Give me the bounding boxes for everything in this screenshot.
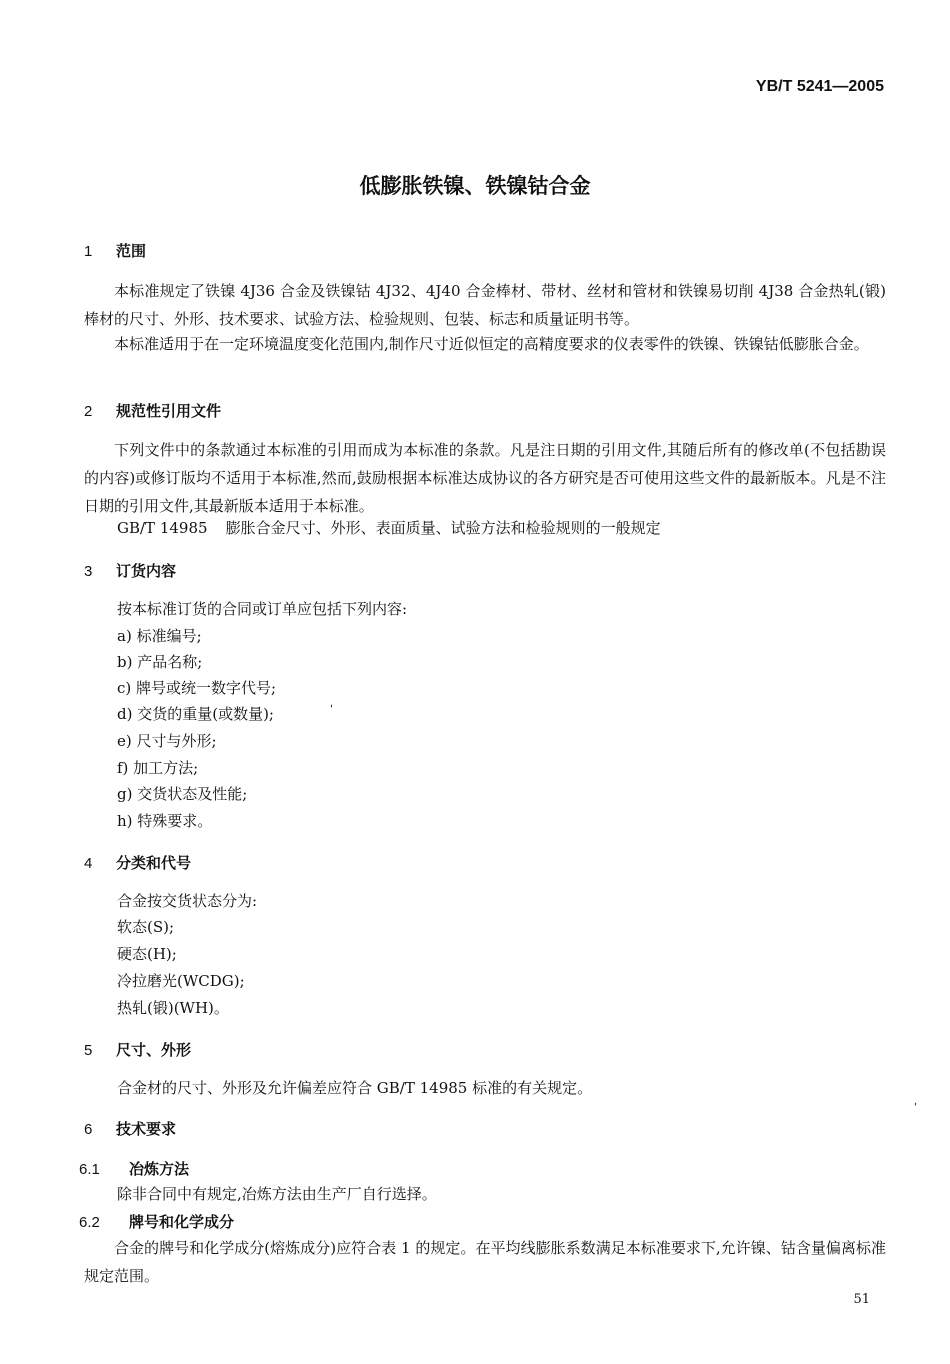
list-item: h) 特殊要求。 xyxy=(117,812,213,830)
section-4-heading xyxy=(84,852,191,873)
list-item: b) 产品名称; xyxy=(117,653,203,671)
section-number: 4 xyxy=(84,855,93,872)
reference-title: 膨胀合金尺寸、外形、表面质量、试验方法和检验规则的一般规定 xyxy=(225,519,661,537)
section-title: 尺寸、外形 xyxy=(116,1041,192,1059)
subsection-number: 6.2 xyxy=(79,1214,100,1231)
section-title: 订货内容 xyxy=(116,562,177,580)
scan-mark: ʹ xyxy=(330,704,334,717)
subsection-number: 6.1 xyxy=(79,1161,100,1178)
list-item: c) 牌号或统一数字代号; xyxy=(117,679,277,697)
list-item: 热轧(锻)(WH)。 xyxy=(117,999,229,1017)
document-title: 低膨胀铁镍、铁镍钴合金 xyxy=(359,174,591,198)
section-number: 6 xyxy=(84,1121,93,1138)
subsection-6-1-heading xyxy=(79,1158,189,1179)
subsection-title: 冶炼方法 xyxy=(129,1160,190,1178)
section-title: 分类和代号 xyxy=(116,854,192,872)
section-number: 1 xyxy=(84,243,93,260)
section-2-paragraph: 下列文件中的条款通过本标准的引用而成为本标准的条款。凡是注日期的引用文件,其随后所有的修改单(不包括勘误的内容)或修订版均不适用于本标准,然而,鼓励根据本标准达成协议的各方研究是否可使用这些文件的最新版本。凡是不注日期的引用文件,其最新版本适用于本标准。 xyxy=(84,441,886,515)
list-item: a) 标准编号; xyxy=(117,627,202,645)
subsection-6-2-heading xyxy=(79,1211,234,1232)
section-number: 5 xyxy=(84,1042,93,1059)
section-1-paragraph-2: 本标准适用于在一定环境温度变化范围内,制作尺寸近似恒定的高精度要求的仪表零件的铁镍、铁镍钴低膨胀合金。 xyxy=(114,335,869,353)
reference-code: GB/T 14985 xyxy=(117,519,208,537)
page-number: 51 xyxy=(853,1292,870,1307)
section-number: 3 xyxy=(84,563,93,580)
section-5-paragraph: 合金材的尺寸、外形及允许偏差应符合 GB/T 14985 标准的有关规定。 xyxy=(117,1079,593,1097)
subsection-6-2-text: 合金的牌号和化学成分(熔炼成分)应符合表 1 的规定。在平均线膨胀系数满足本标准要求下,允许镍、钴含量偏离标准规定范围。 xyxy=(84,1239,886,1285)
scan-mark: ʹ xyxy=(914,1102,918,1115)
section-1-paragraph-1: 本标准规定了铁镍 4J36 合金及铁镍钴 4J32、4J40 合金棒材、带材、丝材和管材和铁镍易切削 4J38 合金热轧(锻)棒材的尺寸、外形、技术要求、试验方法、检验规则、包装、标志和质量证明书等。 xyxy=(84,282,886,328)
section-3-intro: 按本标准订货的合同或订单应包括下列内容: xyxy=(117,600,408,618)
section-2-heading xyxy=(84,400,221,421)
section-6-heading xyxy=(84,1118,176,1139)
section-number: 2 xyxy=(84,403,93,420)
list-item: 软态(S); xyxy=(117,918,175,936)
list-item: d) 交货的重量(或数量); xyxy=(117,705,274,723)
list-item: f) 加工方法; xyxy=(117,759,199,777)
list-item: e) 尺寸与外形; xyxy=(117,732,217,750)
standard-number: YB/T 5241—2005 xyxy=(755,78,884,95)
subsection-title: 牌号和化学成分 xyxy=(129,1213,235,1231)
list-item: g) 交货状态及性能; xyxy=(117,785,248,803)
section-5-heading xyxy=(84,1039,191,1060)
list-item: 冷拉磨光(WCDG); xyxy=(117,972,245,990)
section-title: 规范性引用文件 xyxy=(116,402,222,420)
reference-item xyxy=(117,514,661,542)
section-3-heading xyxy=(84,560,176,581)
section-1-heading xyxy=(84,240,146,261)
section-title: 技术要求 xyxy=(116,1120,177,1138)
section-title: 范围 xyxy=(116,242,147,260)
subsection-6-1-text: 除非合同中有规定,冶炼方法由生产厂自行选择。 xyxy=(117,1185,437,1203)
list-item: 硬态(H); xyxy=(117,945,177,963)
section-4-intro: 合金按交货状态分为: xyxy=(117,892,258,910)
